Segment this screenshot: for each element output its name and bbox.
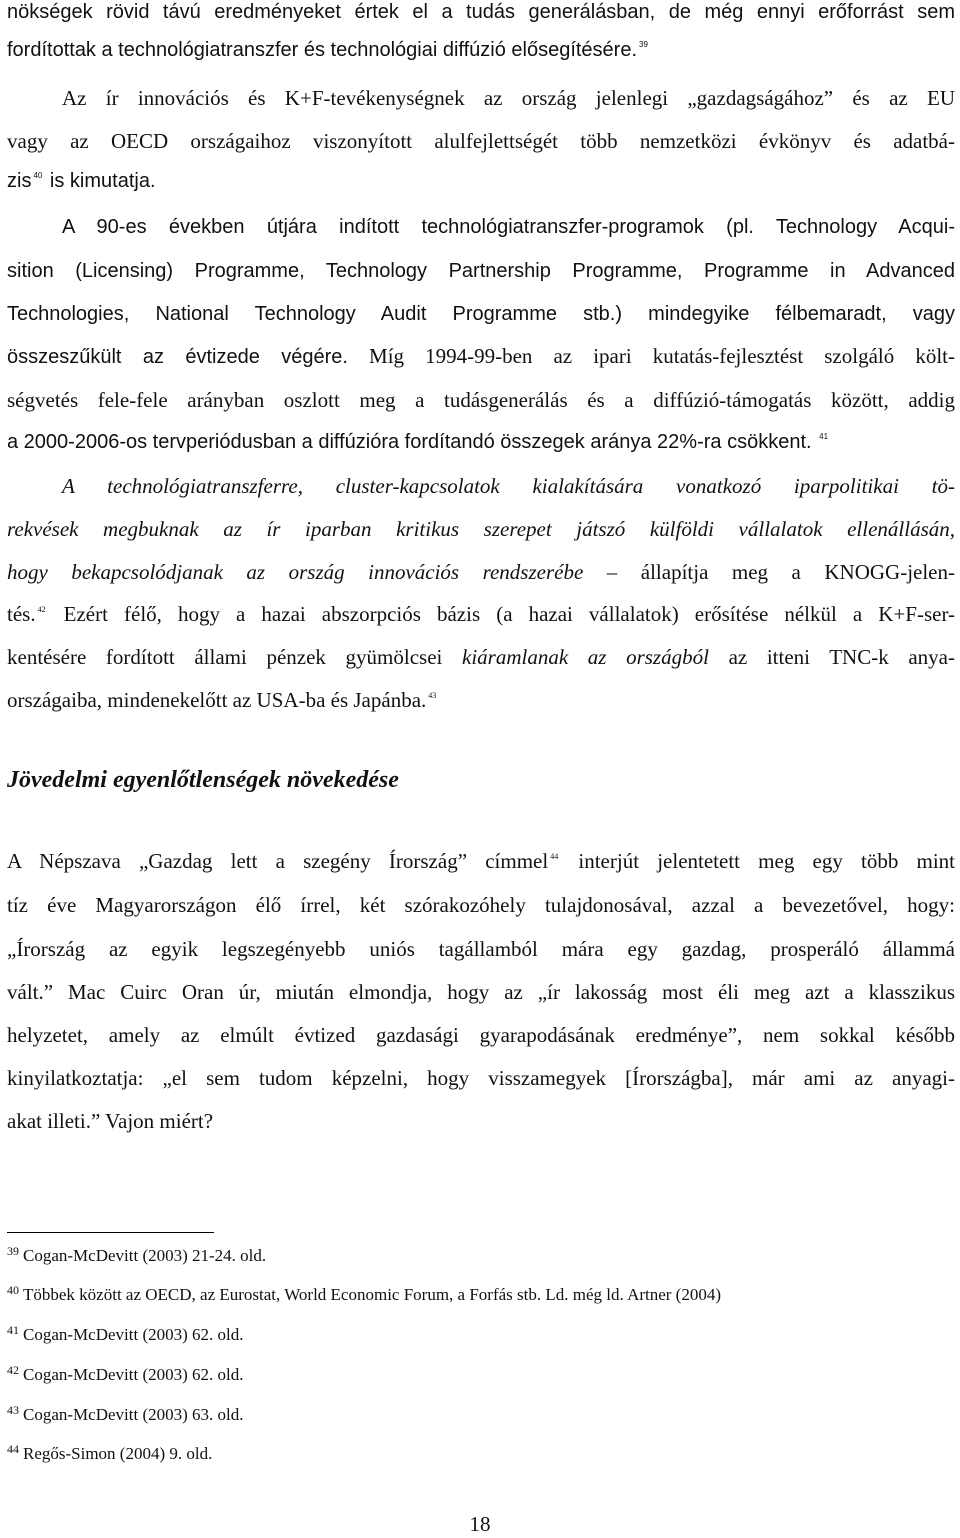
section-heading: Jövedelmi egyenlőtlenségek növekedése xyxy=(7,767,399,793)
body-line: fordítottak a technológiatranszfer és technológiai diffúzió elősegítésére. $^{39}$ xyxy=(7,39,648,61)
footnote: $^{40}$ Többek között az OECD, az Eurostat, World Economic Forum, a Forfás stb. Ld. még ld. Artner (2004) xyxy=(7,1283,722,1304)
body-line: helyzetet, amely az elmúlt évtized gazdasági gyarapodásának eredménye”, nem sokkal később xyxy=(7,1023,955,1047)
body-line: a 2000-2006-os tervperiódusban a diffúzióra fordítandó összegek aránya 22%-ra csökkent. $^{41}$ xyxy=(7,431,829,453)
footnote-separator xyxy=(7,1232,214,1233)
body-line: A technológiatranszferre, cluster-kapcsolatok kialakítására vonatkozó iparpolitikai tö- xyxy=(62,474,955,498)
body-line: Technologies, National Technology Audit Programme stb.) mindegyike félbemaradt, vagy xyxy=(7,303,955,325)
footnote-ref: 40 xyxy=(33,171,43,180)
body-line: zis $^{40}$ is kimutatja. xyxy=(7,170,156,192)
footnote-ref: 41 xyxy=(819,432,829,441)
body-line: akat illeti.” Vajon miért? xyxy=(7,1109,214,1133)
body-line: A Népszava „Gazdag lett a szegény Írország” címmel $^{44}$ interjút jelentetett meg egy több mint xyxy=(7,849,956,873)
body-line: vált.” Mac Cuirc Oran úr, miután elmondja, hogy az „ír lakosság most éli meg azt a klasszikus xyxy=(7,980,955,1004)
footnote: $^{41}$ Cogan-McDevitt (2003) 62. old. xyxy=(7,1323,244,1344)
footnote: $^{44}$ Regős-Simon (2004) 9. old. xyxy=(7,1442,213,1463)
body-line: A 90-es években útjára indított technológiatranszfer-programok (pl. Technology Acqui- xyxy=(62,216,955,238)
body-line: ségvetés fele-fele arányban oszlott meg a tudásgenerálás és a diffúzió-támogatás között, addig xyxy=(7,388,955,412)
footnote-ref: 42 xyxy=(37,605,46,614)
footnote-ref: 43 xyxy=(428,691,437,700)
body-line: hogy bekapcsolódjanak az ország innovációs rendszerébe – állapítja meg a KNOGG-jelen- xyxy=(7,560,955,584)
footnote: $^{43}$ Cogan-McDevitt (2003) 63. old. xyxy=(7,1403,244,1424)
footnote: $^{42}$ Cogan-McDevitt (2003) 62. old. xyxy=(7,1363,244,1384)
body-line: nökségek rövid távú eredményeket értek el a tudás generálásban, de még ennyi erőforrást sem xyxy=(7,1,955,23)
footnote: $^{39}$ Cogan-McDevitt (2003) 21-24. old. xyxy=(7,1244,267,1265)
body-line: „Írország az egyik legszegényebb uniós tagállamból mára egy gazdag, prosperáló állammá xyxy=(7,937,955,961)
body-line: vagy az OECD országaihoz viszonyított alulfejlettségét több nemzetközi évkönyv és adatbá- xyxy=(7,129,955,153)
body-line: kinyilatkoztatja: „el sem tudom képzelni, hogy visszamegyek [Írországba], már ami az anyagi- xyxy=(7,1066,955,1090)
body-line: országaiba, mindenekelőtt az USA-ba és Japánba. $^{43}$ xyxy=(7,688,437,712)
body-line: összeszűkült az évtizede végére. Míg 1994-99-ben az ipari kutatás-fejlesztést szolgáló költ- xyxy=(7,344,955,368)
body-line: tés. $^{42}$ Ezért félő, hogy a hazai abszorpciós bázis (a hazai vállalatok) erősítése nélkül a K+F-ser- xyxy=(7,602,956,626)
body-line: Az ír innovációs és K+F-tevékenységnek az ország jelenlegi „gazdagságához” és az EU xyxy=(62,86,955,110)
body-line: rekvések megbuknak az ír iparban kritikus szerepet játszó külföldi vállalatok ellenállásán, xyxy=(7,517,955,541)
page-number: 18 xyxy=(469,1512,491,1536)
body-line: kentésére fordított állami pénzek gyümölcsei kiáramlanak az országból az itteni TNC-k anya- xyxy=(7,645,955,669)
body-line: sition (Licensing) Programme, Technology Partnership Programme, Programme in Advanced xyxy=(7,260,955,282)
footnote-ref: 44 xyxy=(550,852,559,861)
footnote-ref: 39 xyxy=(639,40,648,49)
body-line: tíz éve Magyarországon élő írrel, két szórakozóhely tulajdonosával, azzal a bevezetővel, hogy: xyxy=(7,893,955,917)
